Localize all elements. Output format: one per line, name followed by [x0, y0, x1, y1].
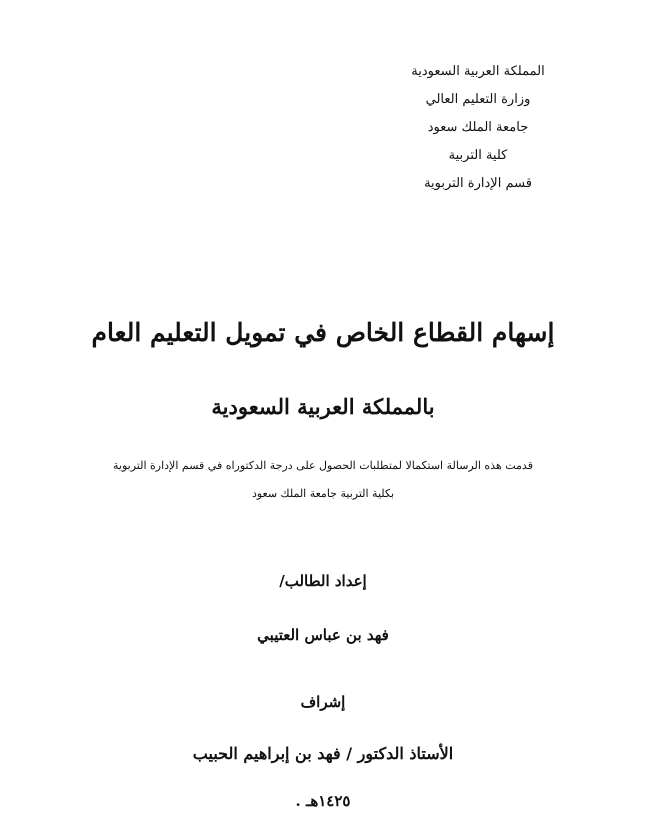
thesis-title: إسهام القطاع الخاص في تمويل التعليم العام — [91, 318, 555, 347]
supervisor-name: الأستاذ الدكتور / فهد بن إبراهيم الحبيب — [192, 744, 454, 763]
submission-note-line-1: قدمت هذه الرسالة استكمالا لمتطلبات الحصول على درجة الدكتوراه في قسم الإدارة التربوية — [113, 459, 533, 472]
header-line-kingdom: المملكة العربية السعودية — [411, 64, 545, 79]
header-line-ministry: وزارة التعليم العالي — [425, 92, 531, 107]
supervision-label: إشراف — [300, 693, 346, 711]
header-line-college: كلية التربية — [448, 148, 508, 163]
header-line-university: جامعة الملك سعود — [427, 120, 529, 135]
header-line-department: قسم الإدارة التربوية — [424, 176, 532, 191]
student-name: فهد بن عباس العتيبي — [257, 626, 389, 644]
submission-note-line-2: بكلية التربية جامعة الملك سعود — [251, 487, 395, 500]
thesis-subtitle: بالمملكة العربية السعودية — [211, 394, 435, 419]
hijri-year: ١٤٢٥هـ . — [295, 792, 351, 810]
institution-header — [398, 58, 558, 198]
prepared-by-label: إعداد الطالب/ — [279, 572, 367, 590]
